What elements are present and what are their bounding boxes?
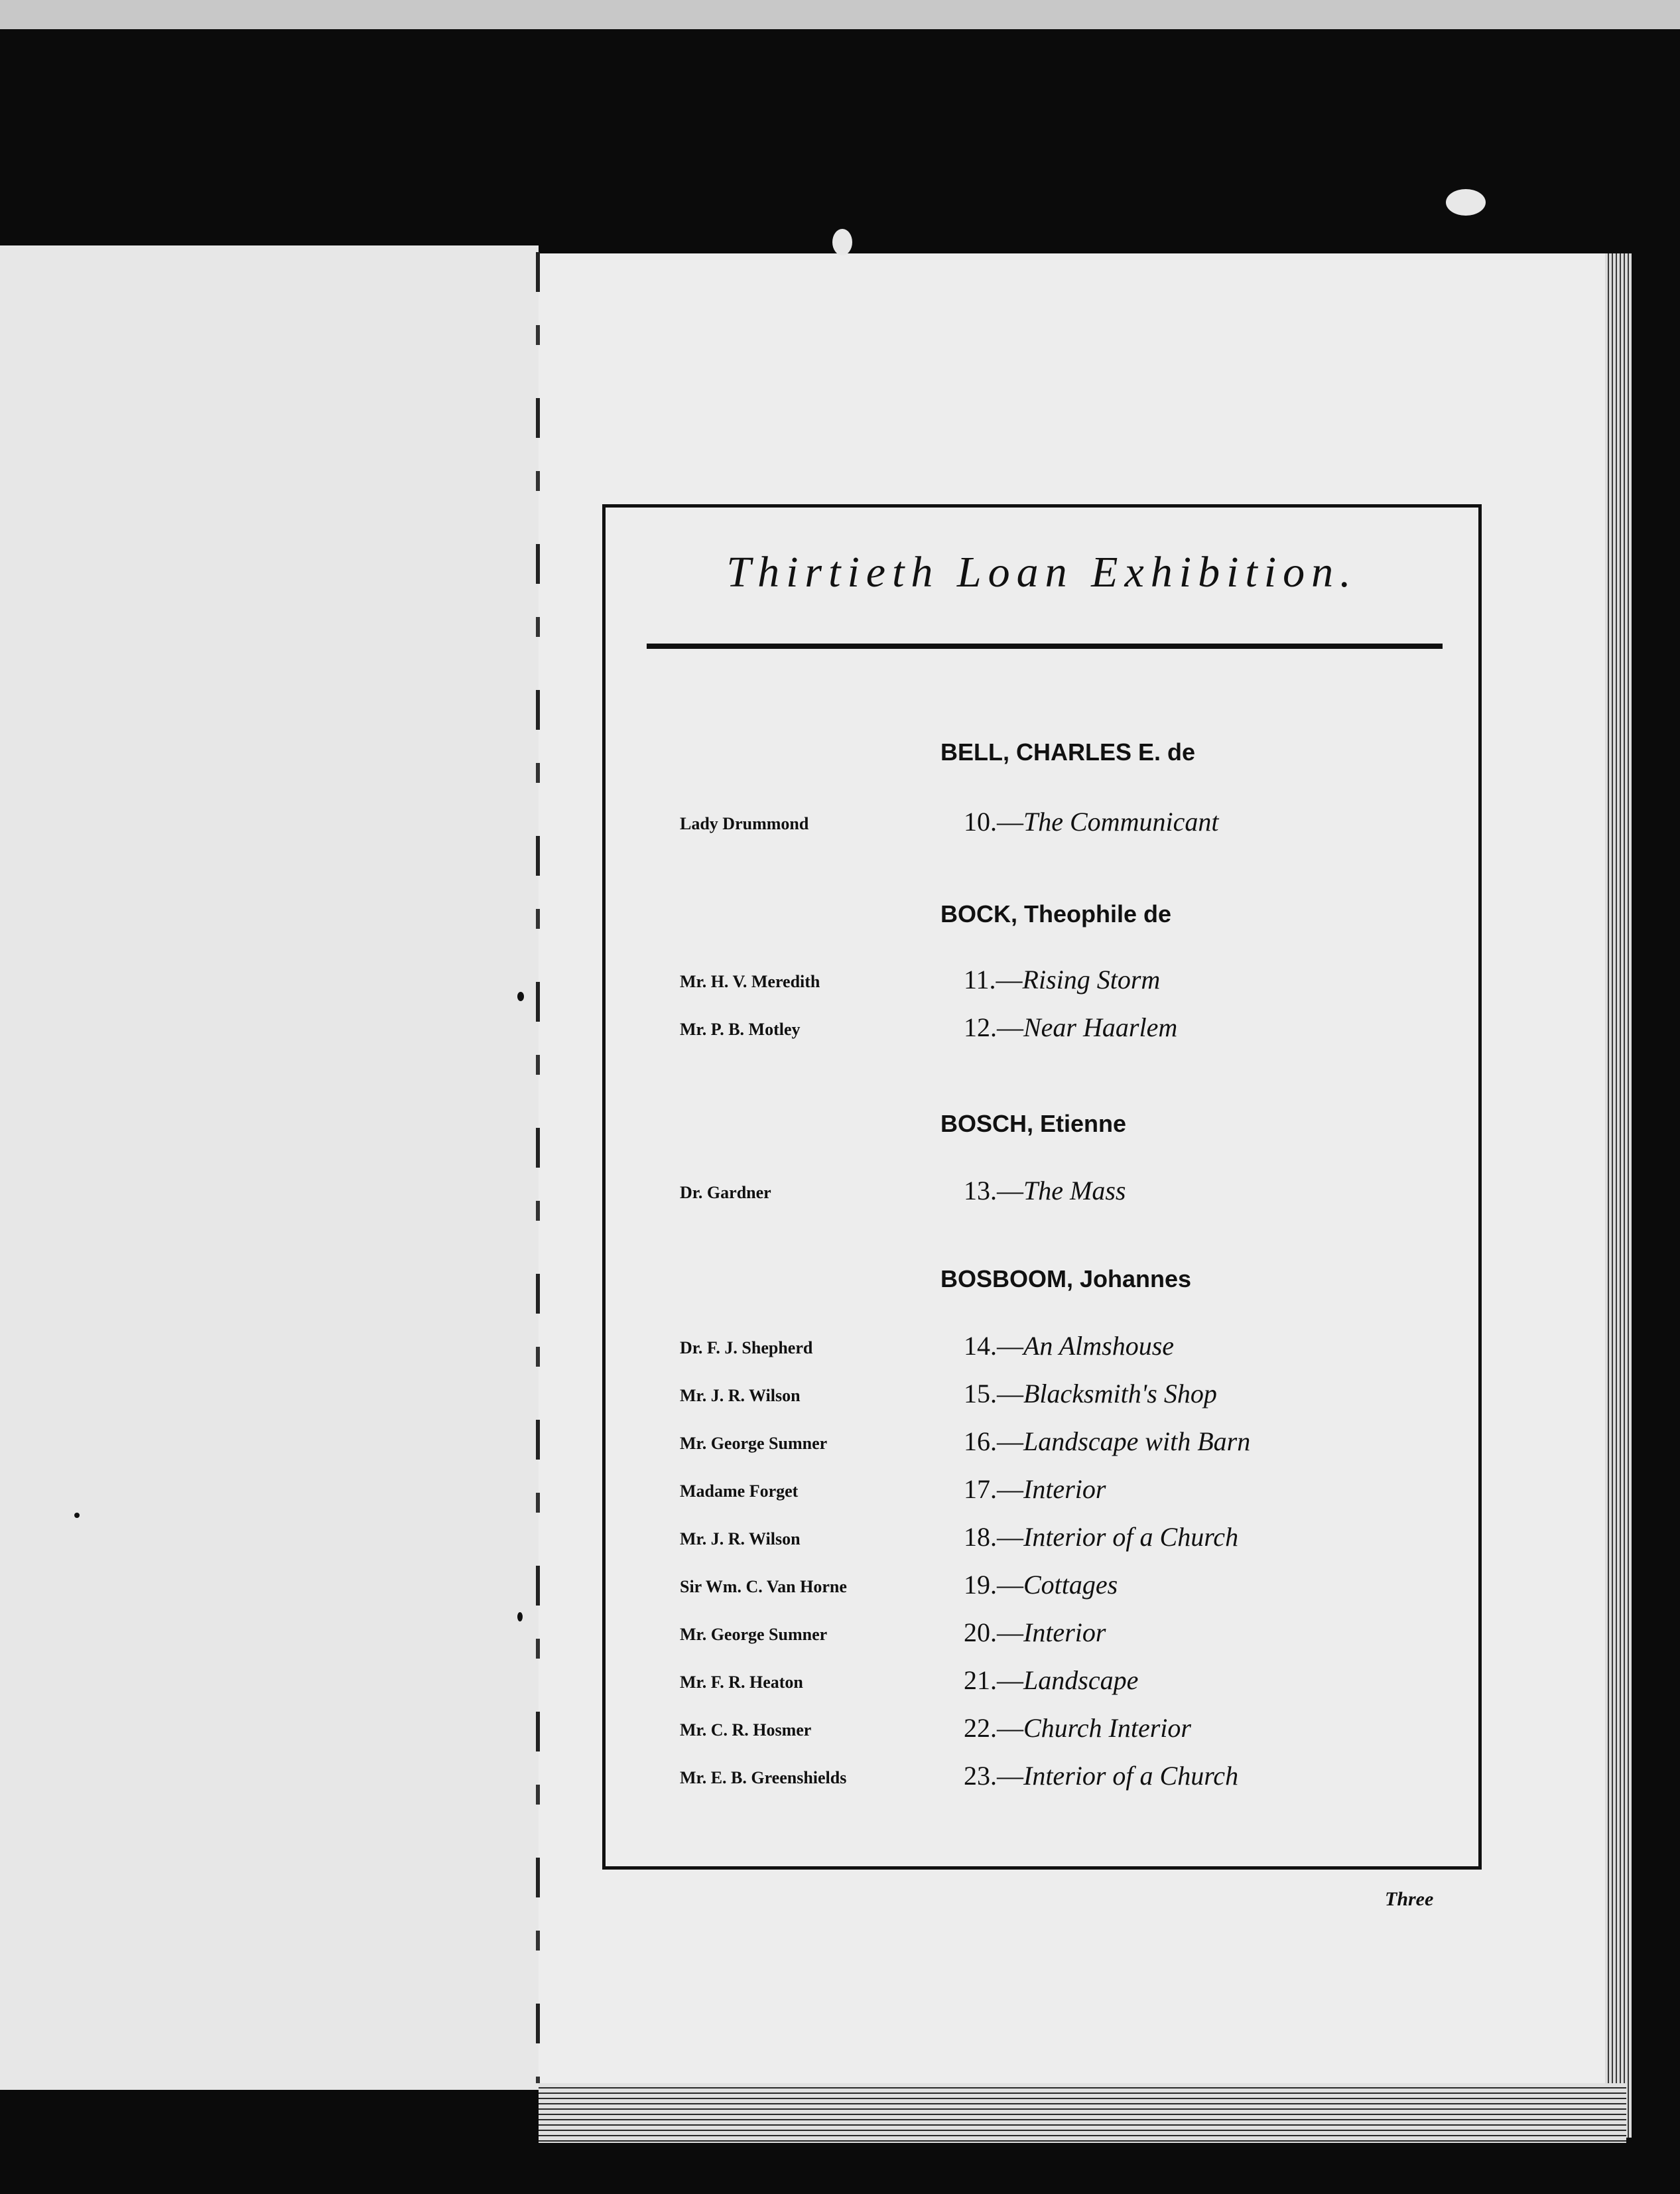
page-stack-edge: [1605, 253, 1632, 2138]
catalogue-entry: 20.—Interior: [964, 1617, 1106, 1647]
scan-top-edge: [0, 0, 1680, 29]
page-number-label: Three: [1385, 1888, 1434, 1910]
lender-name: Mr. E. B. Greenshields: [680, 1768, 847, 1787]
artist-heading: BELL, CHARLES E. de: [940, 738, 1196, 766]
lender-name: Sir Wm. C. Van Horne: [680, 1577, 847, 1596]
lender-name: Mr. J. R. Wilson: [680, 1529, 801, 1548]
catalogue-panel: [602, 504, 1482, 1870]
lender-name: Mr. C. R. Hosmer: [680, 1720, 812, 1740]
lender-name: Mr. J. R. Wilson: [680, 1386, 801, 1405]
catalogue-entry: 16.—Landscape with Barn: [964, 1426, 1251, 1456]
lender-name: Mr. George Sumner: [680, 1434, 828, 1453]
catalogue-entry: 12.—Near Haarlem: [964, 1012, 1178, 1042]
lender-name: Dr. F. J. Shepherd: [680, 1338, 813, 1357]
catalogue-entry: 14.—An Almshouse: [964, 1331, 1175, 1361]
lender-name: Mr. H. V. Meredith: [680, 972, 820, 991]
title-rule: [647, 644, 1443, 649]
paper-tear: [832, 229, 852, 255]
paper-tear: [1446, 189, 1486, 216]
artist-heading: BOSBOOM, Johannes: [940, 1265, 1192, 1292]
catalogue-entry: 19.—Cottages: [964, 1570, 1118, 1600]
lender-name: Mr. George Sumner: [680, 1625, 828, 1644]
catalogue-entry: 15.—Blacksmith's Shop: [964, 1379, 1217, 1408]
lender-name: Lady Drummond: [680, 814, 809, 833]
catalogue-entry: 18.—Interior of a Church: [964, 1522, 1239, 1552]
binding-gutter: [536, 252, 540, 2083]
speck: [74, 1513, 80, 1518]
artist-heading: BOSCH, Etienne: [940, 1110, 1127, 1137]
lender-name: Mr. P. B. Motley: [680, 1020, 801, 1039]
lender-name: Dr. Gardner: [680, 1183, 771, 1202]
speck: [517, 992, 524, 1001]
speck: [517, 1612, 523, 1621]
left-blank-page: [0, 245, 539, 2090]
catalogue-entry: 22.—Church Interior: [964, 1713, 1191, 1743]
lender-name: Madame Forget: [680, 1481, 799, 1501]
lender-name: Mr. F. R. Heaton: [680, 1673, 803, 1692]
catalogue-entry: 23.—Interior of a Church: [964, 1761, 1239, 1791]
catalogue-title: Thirtieth Loan Exhibition.: [726, 548, 1358, 596]
catalogue-entry: 11.—Rising Storm: [964, 965, 1161, 994]
page-stack-bottom: [539, 2083, 1626, 2143]
artist-heading: BOCK, Theophile de: [940, 900, 1172, 927]
catalogue-entry: 13.—The Mass: [964, 1176, 1126, 1205]
catalogue-entry: 17.—Interior: [964, 1474, 1106, 1504]
catalogue-entry: 10.—The Communicant: [964, 807, 1219, 837]
catalogue-entry: 21.—Landscape: [964, 1665, 1139, 1695]
